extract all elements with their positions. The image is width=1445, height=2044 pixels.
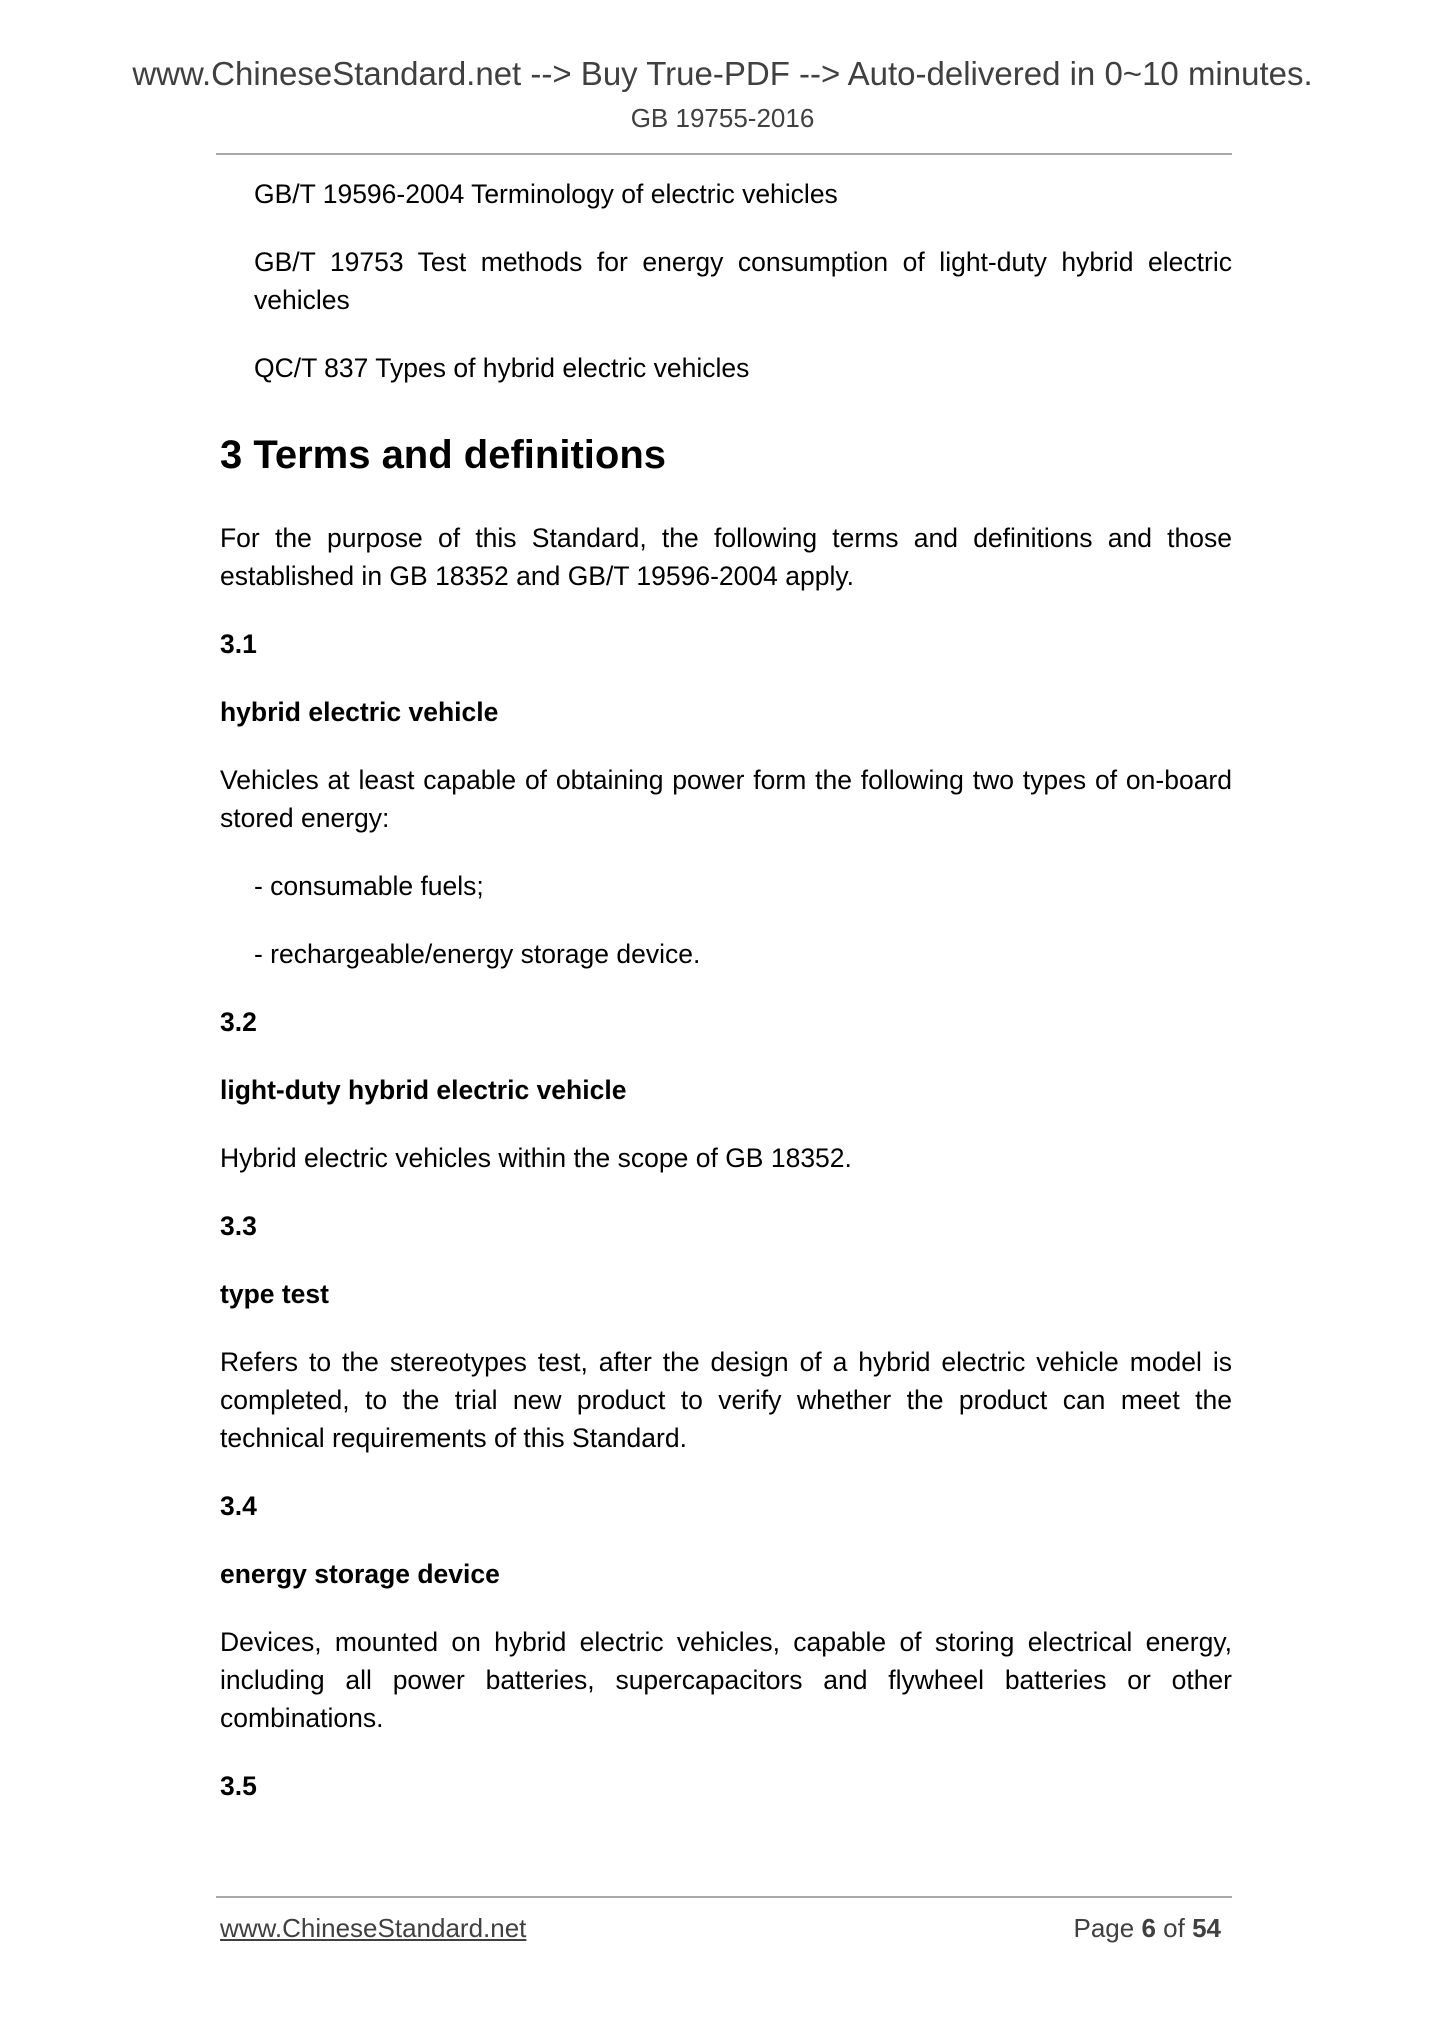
term-number: 3.4 bbox=[220, 1491, 257, 1521]
page-counter bbox=[1073, 1911, 1221, 1945]
term-number: 3.1 bbox=[220, 629, 257, 659]
page-content bbox=[220, 175, 1232, 1835]
footer-divider bbox=[216, 1896, 1232, 1898]
term-list-item: - consumable fuels; bbox=[254, 871, 484, 901]
section-intro: For the purpose of this Standard, the following terms and definitions and those established in GB 18352 and GB/T 19596-2004 apply. bbox=[220, 523, 1232, 591]
page-current: 6 bbox=[1141, 1913, 1156, 1943]
term-definition: Hybrid electric vehicles within the scope of GB 18352. bbox=[220, 1143, 852, 1173]
term-definition: Vehicles at least capable of obtaining power form the following two types of on-board stored energy: bbox=[220, 765, 1232, 833]
term-title: energy storage device bbox=[220, 1559, 500, 1589]
term-title: type test bbox=[220, 1279, 329, 1309]
term-title: light-duty hybrid electric vehicle bbox=[220, 1075, 627, 1105]
term-title: hybrid electric vehicle bbox=[220, 697, 499, 727]
term-list-item: - rechargeable/energy storage device. bbox=[254, 939, 701, 969]
document-id: GB 19755-2016 bbox=[630, 103, 815, 133]
reference-item: GB/T 19596-2004 Terminology of electric vehicles bbox=[254, 179, 838, 209]
site-banner: www.ChineseStandard.net --> Buy True-PDF --> Auto-delivered in 0~10 minutes. bbox=[132, 55, 1313, 92]
footer-site-link[interactable]: www.ChineseStandard.net bbox=[220, 1913, 527, 1943]
header-divider bbox=[216, 153, 1232, 155]
reference-item: GB/T 19753 Test methods for energy consumption of light-duty hybrid electric vehicles bbox=[254, 247, 1232, 315]
term-number: 3.5 bbox=[220, 1771, 257, 1801]
term-number: 3.3 bbox=[220, 1211, 257, 1241]
section-heading: 3 Terms and definitions bbox=[220, 433, 666, 477]
reference-item: QC/T 837 Types of hybrid electric vehicles bbox=[254, 353, 750, 383]
page-prefix: Page bbox=[1073, 1913, 1135, 1943]
term-number: 3.2 bbox=[220, 1007, 257, 1037]
term-definition: Devices, mounted on hybrid electric vehicles, capable of storing electrical energy, including all power batteries, supercapacitors and flywheel batteries or other combinations. bbox=[220, 1627, 1232, 1733]
page-of: of bbox=[1163, 1913, 1185, 1943]
page-total: 54 bbox=[1192, 1913, 1221, 1943]
term-definition: Refers to the stereotypes test, after the design of a hybrid electric vehicle model is completed, to the trial new product to verify whether the product can meet the technical requirements of this Standard. bbox=[220, 1347, 1232, 1453]
